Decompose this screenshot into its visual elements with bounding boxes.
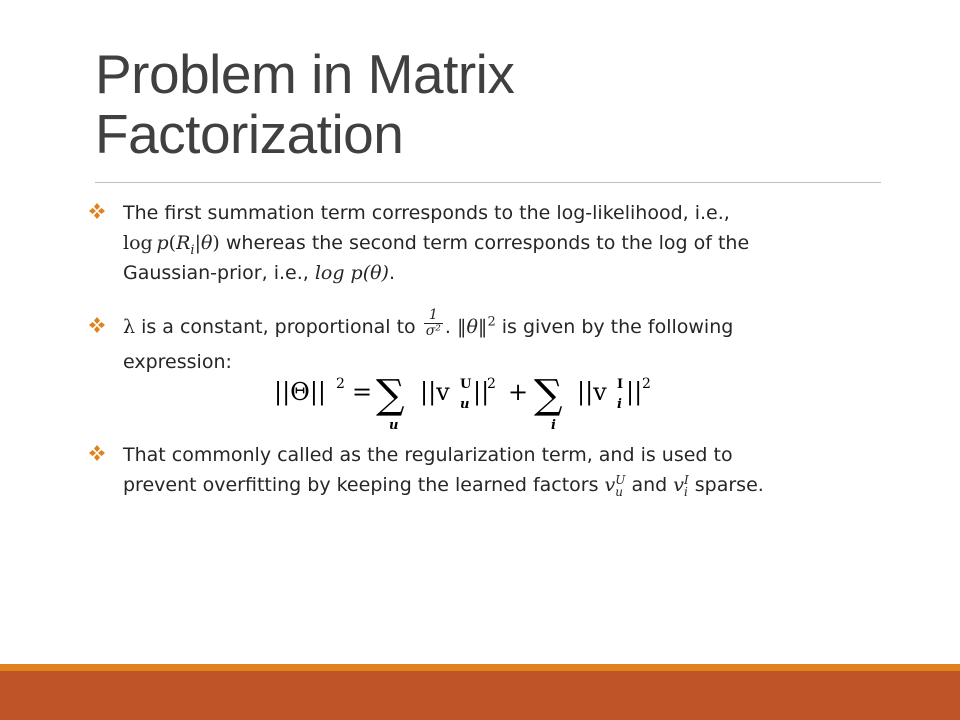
math-theta: θ [200,232,213,254]
eq-term-1-close: || [473,378,490,406]
eq-term-1: ||v [420,378,450,406]
math-R: R [176,232,191,254]
eq-term-2: ||v [577,378,607,406]
eq-plus: + [508,378,529,406]
eq-term-1-sup: U [460,377,472,392]
eq-equals: = [352,378,373,406]
math-log-prior: log p(θ) [314,262,389,284]
slide-title [95,44,895,164]
math-log: log [123,232,153,254]
bullet-1-line-1: The first summation term corresponds to the log-likelihood, i.e., [123,202,730,224]
bullet-1-line-3 [123,258,863,288]
math-fraction [424,308,443,339]
math-lambda: λ [123,316,136,338]
bullet-1-line-3-start: Gaussian-prior, i.e., [123,262,315,284]
eq-sum-1: ∑ [376,372,405,418]
bullet-2-text-c: is given by the following [495,316,734,338]
bullet-1-line-3-end: . [388,262,396,284]
eq-sum-2-index: i [551,418,556,432]
bullet-3-line-2-a: prevent overfitting by keeping the learned factors [123,474,605,496]
bullet-1-line-2 [123,228,863,258]
math-v-u-sub: u [615,484,624,499]
math-v-u: v [604,474,616,496]
bullet-2-text-b: . [444,316,457,338]
footer-accent-stripe [0,664,960,671]
bullet-2-text [123,307,863,377]
bullet-3-line-1: That commonly called as the regularization term, and is used to [123,444,733,466]
fraction-denominator: σ² [425,323,441,339]
bullet-2-line-1 [123,307,863,343]
bullet-3-line-2 [123,470,863,500]
math-p: p [156,232,169,254]
math-given: | [194,232,201,254]
regularization-equation [272,370,662,432]
bullet-1-line-2-rest: whereas the second term corresponds to the log of the [219,232,750,254]
bullet-1-text [123,198,863,288]
math-v-i-sub: i [683,484,688,499]
math-norm-exponent: 2 [487,314,496,330]
eq-term-1-exponent: 2 [487,376,496,392]
four-diamond-bullet-icon [88,202,106,220]
four-diamond-bullet-icon [88,444,106,462]
bullet-3-line-2-end: sparse. [688,474,764,496]
footer-band [0,671,960,720]
math-open-paren: ( [168,232,177,254]
eq-term-2-close: || [626,378,643,406]
eq-term-2-exponent: 2 [642,376,651,392]
eq-term-2-sup: I [617,377,624,392]
four-diamond-bullet-icon [88,316,106,334]
fraction-numerator: 1 [424,308,443,324]
slide-title-line-2: Factorization [95,103,404,165]
slide-title-line-1: Problem in Matrix [95,43,515,105]
math-v-i: v [673,474,684,496]
title-divider [95,182,881,183]
eq-lhs: ||Θ|| [274,378,327,406]
math-R-subscript: i [190,242,195,258]
math-v-i-sup: I [683,472,689,487]
eq-term-1-sub: u [460,397,470,412]
eq-lhs-exponent: 2 [336,376,345,392]
eq-sum-2: ∑ [534,372,563,418]
math-close-paren: ) [212,232,220,254]
math-v-u-scripts [615,474,625,498]
math-v-u-sup: U [615,472,626,487]
eq-sum-1-index: u [389,418,399,432]
bullet-2-text-a: is a constant, proportional to [135,316,422,338]
bullet-2-line-2: expression: [123,351,232,373]
bullet-3-text [123,440,863,500]
bullet-3-and: and [625,474,674,496]
eq-term-2-sub: i [617,397,622,412]
math-norm-theta: ‖θ‖ [456,316,488,338]
